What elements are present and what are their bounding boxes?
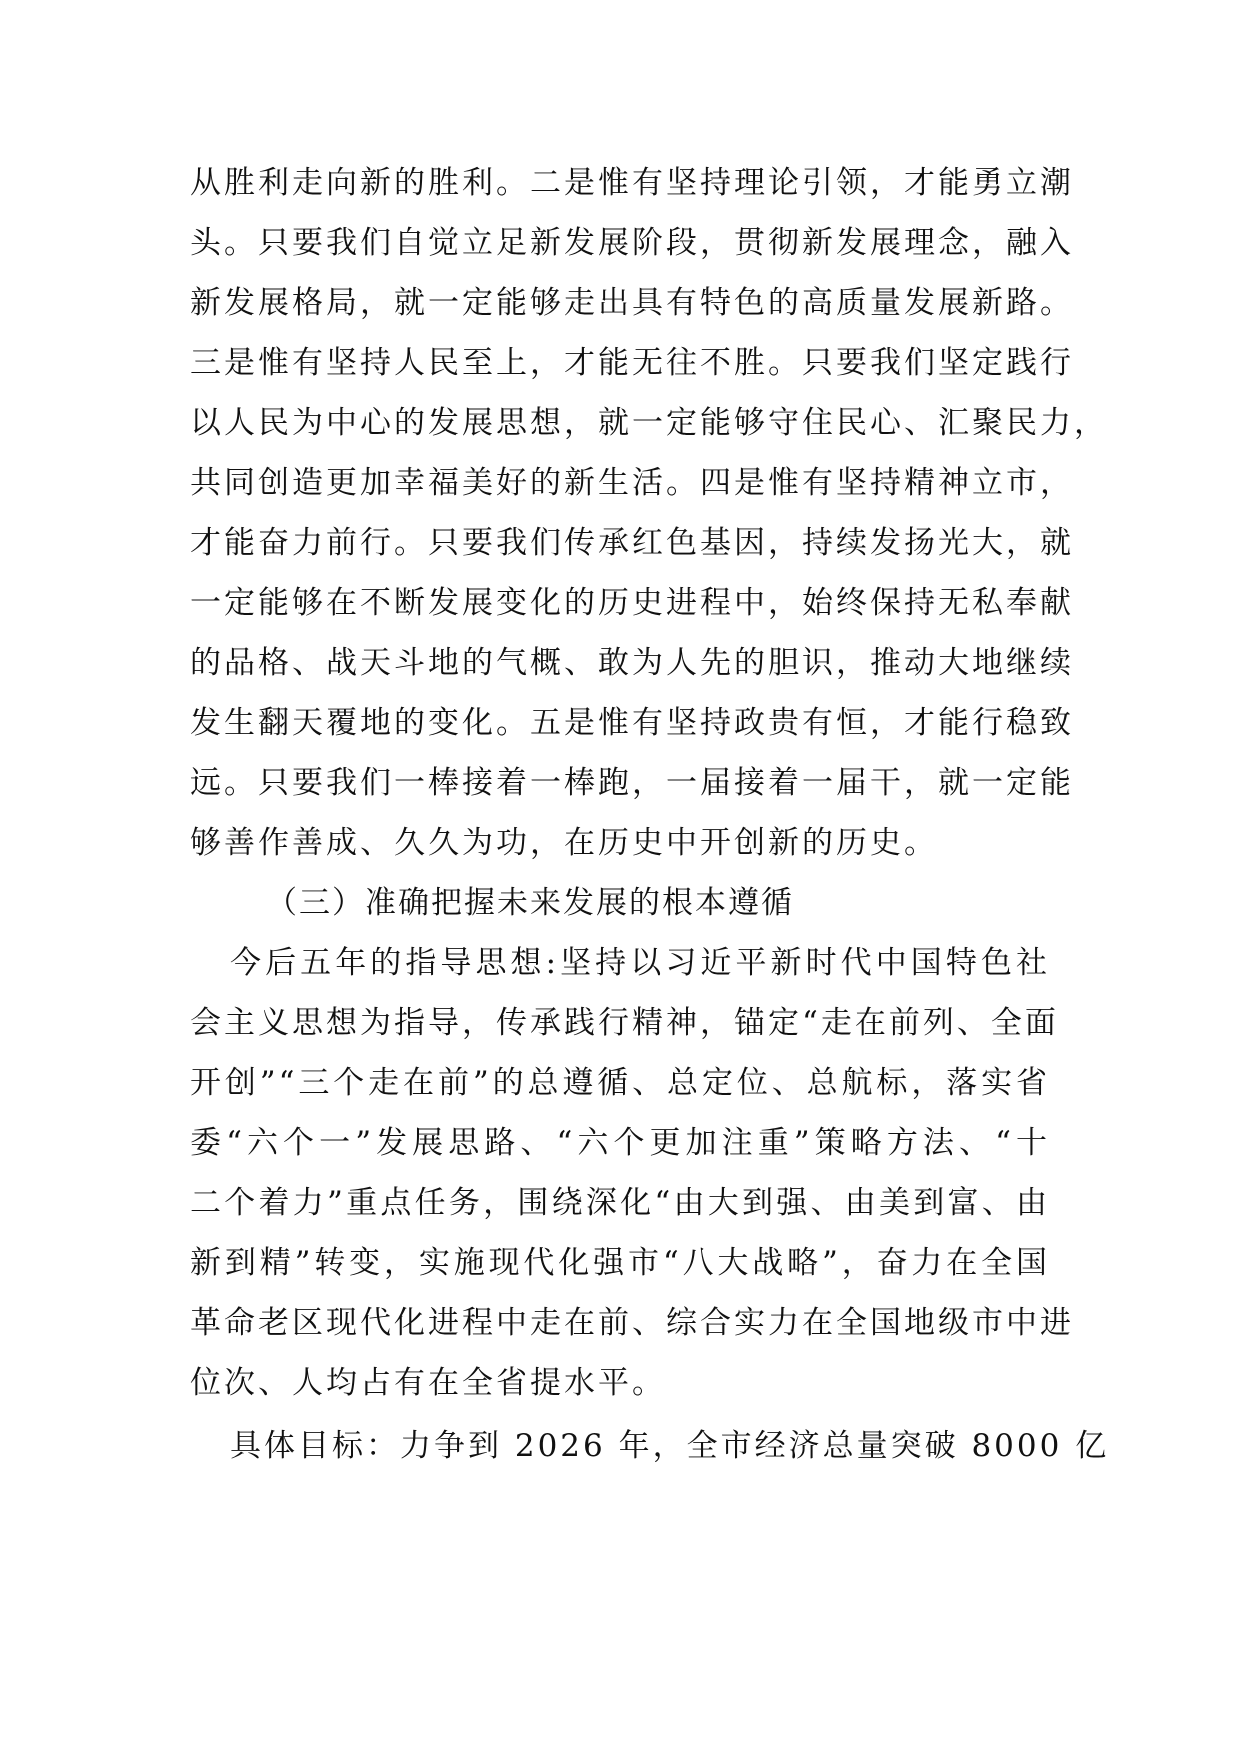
text-line: 三是惟有坚持人民至上，才能无往不胜。只要我们坚定践行 bbox=[190, 345, 1074, 381]
text-line: 开创”“三个走在前”的总遵循、总定位、总航标，落实省 bbox=[190, 1065, 1050, 1101]
text-line: 远。只要我们一棒接着一棒跑，一届接着一届干，就一定能 bbox=[190, 765, 1074, 801]
text-line: 才能奋力前行。只要我们传承红色基因，持续发扬光大，就 bbox=[190, 525, 1074, 561]
section-heading: （三）准确把握未来发展的根本遵循 bbox=[266, 885, 794, 921]
text-line: 今后五年的指导思想:坚持以习近平新时代中国特色社 bbox=[230, 945, 1050, 981]
text-line: 一定能够在不断发展变化的历史进程中，始终保持无私奉献 bbox=[190, 585, 1074, 621]
text-line: 革命老区现代化进程中走在前、综合实力在全国地级市中进 bbox=[190, 1305, 1074, 1341]
text-line: 共同创造更加幸福美好的新生活。四是惟有坚持精神立市， bbox=[190, 465, 1074, 501]
text-line: 头。只要我们自觉立足新发展阶段，贯彻新发展理念，融入 bbox=[190, 225, 1074, 261]
text-line: 委“六个一”发展思路、“六个更加注重”策略方法、“十 bbox=[190, 1125, 1050, 1161]
text-line: 会主义思想为指导，传承践行精神，锚定“走在前列、全面 bbox=[190, 1005, 1059, 1041]
text-line: 位次、人均占有在全省提水平。 bbox=[190, 1365, 666, 1401]
text-line: 的品格、战天斗地的气概、敢为人先的胆识，推动大地继续 bbox=[190, 645, 1074, 681]
text-line: 新到精”转变，实施现代化强市“八大战略”，奋力在全国 bbox=[190, 1245, 1050, 1281]
document-body bbox=[190, 153, 1110, 1476]
text-line: 从胜利走向新的胜利。二是惟有坚持理论引领，才能勇立潮 bbox=[190, 165, 1074, 201]
text-line: 以人民为中心的发展思想，就一定能够守住民心、汇聚民力， bbox=[190, 405, 1108, 441]
text-line: 新发展格局，就一定能够走出具有特色的高质量发展新路。 bbox=[190, 285, 1074, 321]
guiding-paragraph bbox=[190, 933, 1074, 1413]
text-line: 发生翻天覆地的变化。五是惟有坚持政贵有恒，才能行稳致 bbox=[190, 705, 1074, 741]
goal-paragraph bbox=[190, 1416, 1110, 1476]
text-line: 二个着力”重点任务，围绕深化“由大到强、由美到富、由 bbox=[190, 1185, 1050, 1221]
text-line: 具体目标：力争到 2026 年，全市经济总量突破 8000 亿 bbox=[230, 1428, 1110, 1464]
text-line: 够善作善成、久久为功，在历史中开创新的历史。 bbox=[190, 825, 938, 861]
paragraph-continuation bbox=[190, 153, 1108, 873]
